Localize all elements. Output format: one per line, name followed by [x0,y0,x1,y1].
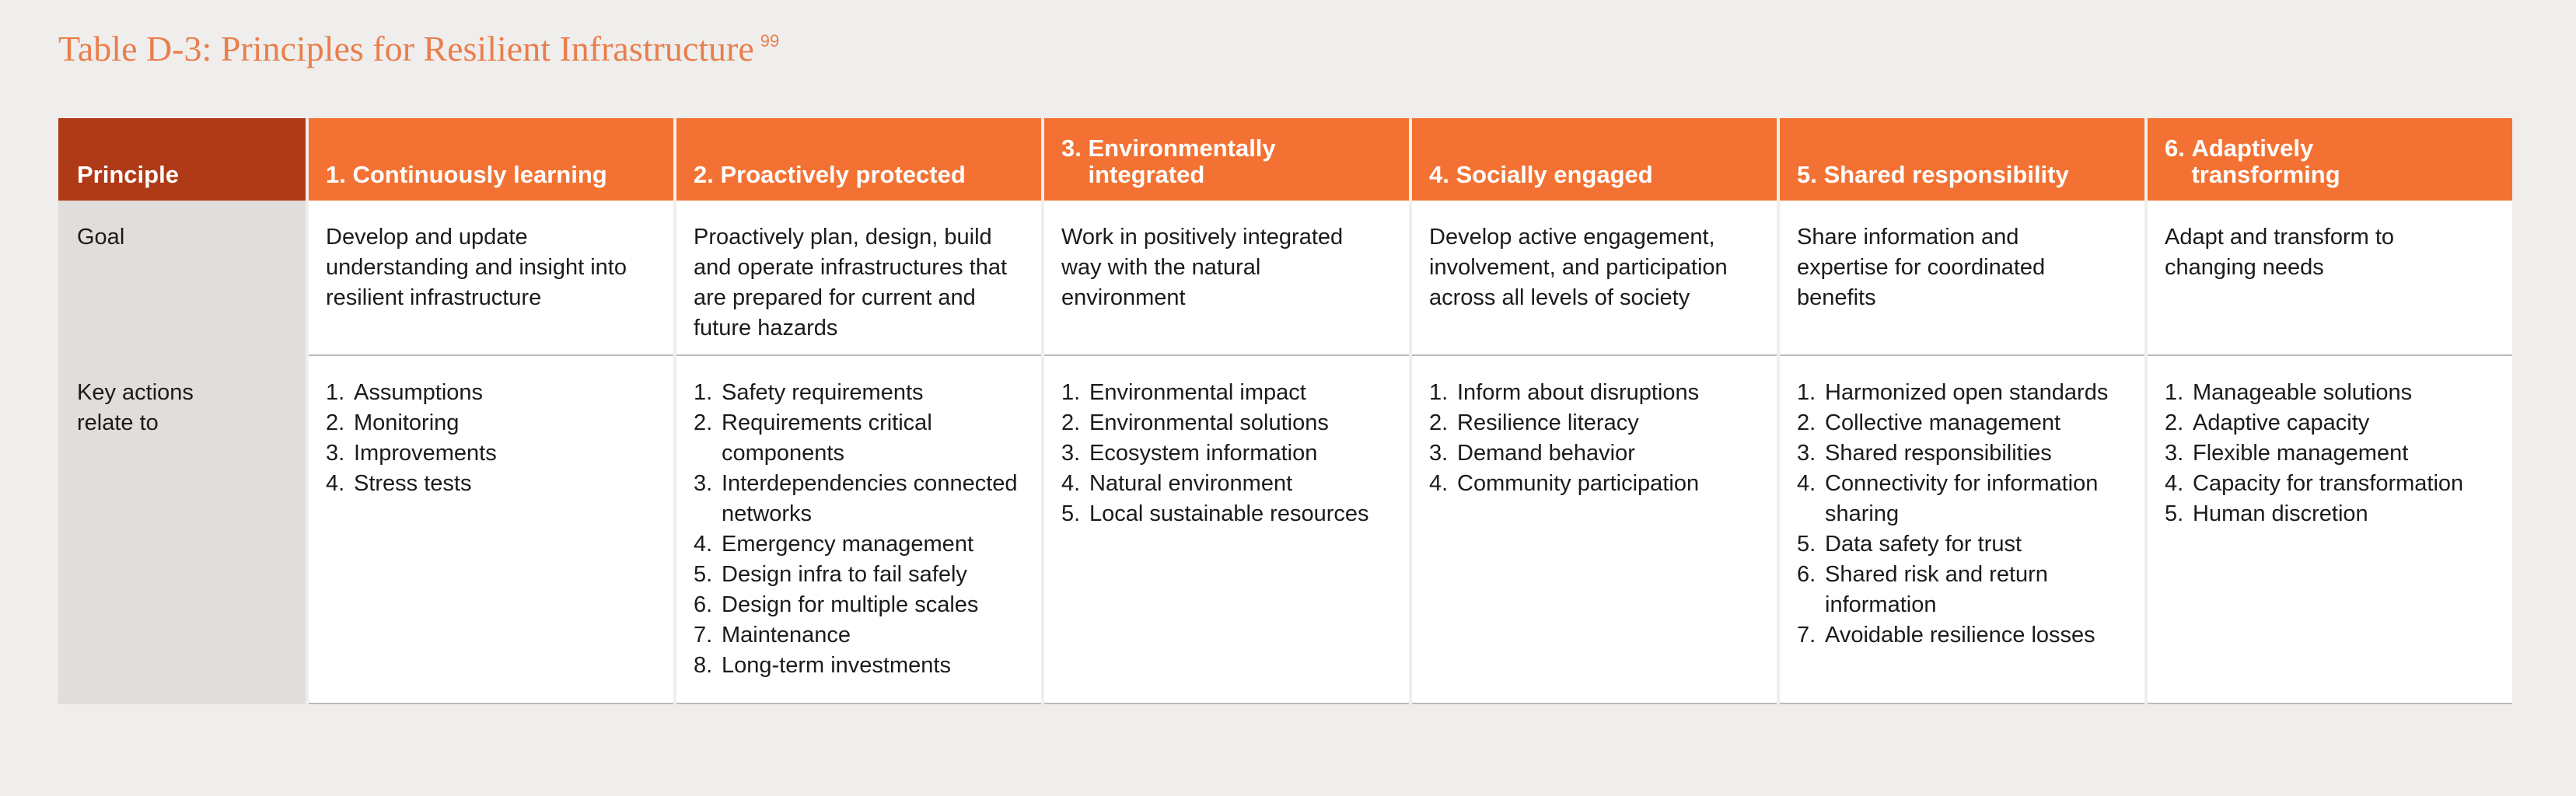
action-number: 2. [694,410,713,435]
action-list [694,378,1026,681]
action-item [1797,378,2129,408]
action-item [2165,438,2497,469]
action-text: Monitoring [354,410,460,435]
goal-cell-2: Proactively plan, design, build and operate infrastructures that are prepared for current and future hazards [676,201,1041,356]
actions-cell-6 [2148,356,2512,704]
action-number: 4. [1429,471,1449,496]
principle-header-1 [309,118,673,201]
action-text: Design infra to fail safely [722,562,967,587]
action-item [2165,408,2497,438]
action-text: Assumptions [354,380,484,405]
action-number: 1. [1797,380,1816,405]
principle-name: Environmentally integrated [1088,134,1276,188]
action-text: Stress tests [354,471,472,496]
action-number: 2. [1429,410,1449,435]
actions-cell-4 [1412,356,1777,704]
action-number: 4. [694,532,713,557]
action-text: Inform about disruptions [1457,380,1700,405]
action-item [694,590,1026,620]
action-number: 1. [1429,380,1449,405]
action-text: Community participation [1457,471,1700,496]
action-number: 5. [2165,501,2184,526]
table-title [58,31,779,67]
principles-table [58,118,2512,704]
goal-cell-5: Share information and expertise for coordinated benefits [1780,201,2144,356]
action-item [2165,378,2497,408]
action-number: 3. [1429,441,1449,466]
action-text: Safety requirements [722,380,924,405]
action-text: Capacity for transformation [2193,471,2464,496]
action-item [1429,438,1761,469]
action-number: 4. [1061,471,1081,496]
action-item [694,408,1026,469]
action-item [1797,620,2129,651]
action-text: Collective management [1825,410,2061,435]
action-text: Improvements [354,441,497,466]
action-number: 6. [694,592,713,617]
action-item [694,469,1026,529]
actions-cell-5 [1780,356,2144,704]
action-number: 4. [326,471,345,496]
action-number: 3. [2165,441,2184,466]
principle-header-6 [2148,118,2512,201]
action-item [694,560,1026,590]
principle-header-3 [1044,118,1409,201]
action-text: Shared risk and return information [1825,562,2048,617]
action-list [2165,378,2497,529]
action-number: 5. [1061,501,1081,526]
action-number: 3. [1797,441,1816,466]
action-number: 1. [326,380,345,405]
action-item [1061,438,1393,469]
action-number: 4. [1797,471,1816,496]
footnote-marker: 99 [760,31,780,51]
principle-name: Proactively protected [720,161,966,188]
action-text: Manageable solutions [2193,380,2413,405]
actions-row-label: Key actions relate to [58,356,306,704]
action-item [326,378,658,408]
action-text: Long-term investments [722,653,951,678]
action-item [2165,469,2497,499]
action-text: Human discretion [2193,501,2368,526]
principle-name: Socially engaged [1456,161,1653,188]
principle-header-4 [1412,118,1777,201]
principle-number: 3. [1061,134,1082,162]
action-number: 3. [326,441,345,466]
action-item [1061,469,1393,499]
action-text: Ecosystem information [1089,441,1318,466]
action-number: 1. [1061,380,1081,405]
action-number: 3. [694,471,713,496]
action-list [1797,378,2129,651]
action-text: Adaptive capacity [2193,410,2370,435]
table-title-text: Table D-3: Principles for Resilient Infrastructure [58,29,754,68]
action-item [1429,378,1761,408]
principle-row-label: Principle [58,118,306,201]
action-number: 2. [1797,410,1816,435]
action-text: Avoidable resilience losses [1825,623,2095,648]
goal-cell-1: Develop and update understanding and insight into resilient infrastructure [309,201,673,356]
action-item [694,620,1026,651]
action-item [1061,378,1393,408]
principle-header-5 [1780,118,2144,201]
action-item [1429,408,1761,438]
action-item [1797,560,2129,620]
principle-header-2 [676,118,1041,201]
action-list [1061,378,1393,529]
principle-number: 6. [2165,134,2185,162]
action-list [326,378,658,499]
action-number: 2. [2165,410,2184,435]
action-item [1061,408,1393,438]
action-item [1797,469,2129,529]
principle-name: Shared responsibility [1823,161,2069,188]
action-number: 6. [1797,562,1816,587]
action-text: Environmental solutions [1089,410,1329,435]
actions-cell-2 [676,356,1041,704]
principle-name: Continuously learning [352,161,607,188]
action-item [694,529,1026,560]
action-list [1429,378,1761,499]
action-text: Resilience literacy [1457,410,1639,435]
goal-cell-3: Work in positively integrated way with the natural environment [1044,201,1409,356]
action-item [694,378,1026,408]
action-text: Local sustainable resources [1089,501,1369,526]
action-number: 2. [326,410,345,435]
action-text: Environmental impact [1089,380,1306,405]
action-number: 1. [694,380,713,405]
principle-number: 1. [326,161,346,188]
action-number: 5. [1797,532,1816,557]
action-item [694,651,1026,681]
action-number: 8. [694,653,713,678]
action-item [326,469,658,499]
action-number: 1. [2165,380,2184,405]
principle-number: 4. [1429,161,1449,188]
action-text: Harmonized open standards [1825,380,2109,405]
principle-number: 5. [1797,161,1817,188]
action-text: Connectivity for information sharing [1825,471,2099,526]
action-text: Emergency management [722,532,973,557]
principle-name: Adaptively transforming [2191,134,2340,188]
action-text: Interdependencies connected networks [722,471,1018,526]
action-text: Maintenance [722,623,851,648]
actions-cell-1 [309,356,673,704]
action-item [326,408,658,438]
action-text: Design for multiple scales [722,592,979,617]
action-number: 4. [2165,471,2184,496]
action-text: Data safety for trust [1825,532,2022,557]
action-number: 3. [1061,441,1081,466]
action-text: Demand behavior [1457,441,1635,466]
action-text: Flexible management [2193,441,2409,466]
action-item [326,438,658,469]
goal-row-label: Goal [58,201,306,356]
action-item [1797,438,2129,469]
action-number: 5. [694,562,713,587]
action-item [1061,499,1393,529]
action-item [1797,529,2129,560]
actions-cell-3 [1044,356,1409,704]
action-item [1429,469,1761,499]
goal-cell-4: Develop active engagement, involvement, and participation across all levels of society [1412,201,1777,356]
action-number: 7. [1797,623,1816,648]
action-text: Natural environment [1089,471,1293,496]
action-number: 2. [1061,410,1081,435]
goal-cell-6: Adapt and transform to changing needs [2148,201,2512,356]
action-text: Shared responsibilities [1825,441,2052,466]
action-text: Requirements critical components [722,410,932,466]
principle-number: 2. [694,161,714,188]
action-item [1797,408,2129,438]
action-item [2165,499,2497,529]
action-number: 7. [694,623,713,648]
